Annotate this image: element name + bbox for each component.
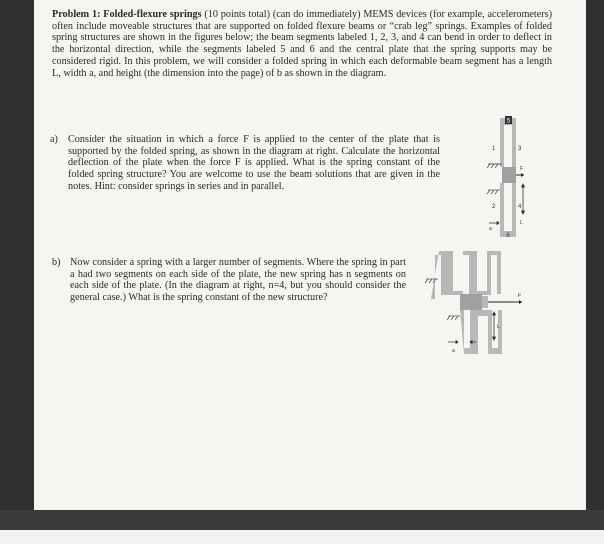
problem-intro: MEMS devices (for example, accelerometers) often include moveable structures that are supported on folded flexure beams or “crab leg” springs. Examples of folded spring structures are shown in the figures below; the beam segments labeled 1, 2, 3, and 4 can bend in order to deflect in the horizontal direction, while the segments labeled 5 and 6 and the central plate that the spring supports may be considered rigid. In this problem, we will consider a folded spring in which each deformable beam segment has a length L, width a, and height (the dimension into the page) of b as shown in the diagram. xyxy=(52,9,553,79)
problem-points: (10 points total) (can do immediately) xyxy=(204,9,361,20)
segment-5-label: 5 xyxy=(506,118,511,125)
document-page xyxy=(34,0,586,510)
width-label-b: a xyxy=(452,348,455,354)
part-a-text: Consider the situation in which a force F is applied to the center of the plate that is supported by the folded spring, as shown in the diagram at right. Calculate the horizontal deflection of the plate when the force F is applied. What is the spring constant of the folded spring structure? You are welcome to use the beam solutions that are given in the notes. Hint: consider springs in series and in parallel. xyxy=(68,134,440,192)
hatch-icon xyxy=(487,164,498,168)
width-arrow xyxy=(489,222,499,225)
folded-spring-diagram-b xyxy=(414,246,526,358)
arrowhead-icon xyxy=(521,173,524,177)
part-a xyxy=(50,134,440,193)
part-a-label: a) xyxy=(50,134,58,145)
segment-4-label: 4 xyxy=(518,204,522,210)
segment-4 xyxy=(512,183,516,231)
background-strip xyxy=(0,510,604,530)
length-arrow-b xyxy=(493,312,496,340)
problem-statement xyxy=(52,9,552,79)
segment-6-label: 6 xyxy=(506,233,510,239)
anchor-bottom-b xyxy=(447,316,460,320)
segment-1-label: 1 xyxy=(492,146,496,152)
segment-1 xyxy=(500,125,504,167)
segment-3-label: 3 xyxy=(518,146,522,152)
lower-serpentine xyxy=(460,310,502,354)
central-plate-b xyxy=(460,294,482,310)
force-label-a: F xyxy=(520,166,524,172)
length-label-a: L xyxy=(520,220,523,226)
part-b-text: Now consider a spring with a larger number of segments. Where the spring in part a had two segments on each side of the plate, the new spring has n segments on each side of the plate. (In the diagram at right, n=4, but you should consider the general case.) What is the spring constant of the new structure? xyxy=(70,257,406,304)
width-label-a: a xyxy=(489,226,492,232)
segment-3 xyxy=(512,125,516,167)
anchor-top-b xyxy=(425,279,438,283)
force-label-b: F xyxy=(518,293,522,299)
part-b xyxy=(52,257,406,304)
central-plate xyxy=(502,167,516,183)
problem-title: Problem 1: Folded-flexure springs xyxy=(52,9,202,20)
width-arrow-b xyxy=(448,341,476,344)
length-arrow xyxy=(522,184,525,214)
length-label-b: L xyxy=(497,324,500,330)
arrowhead-icon xyxy=(519,300,522,304)
segment-2-label: 2 xyxy=(492,204,496,210)
folded-spring-diagram-a xyxy=(444,112,526,240)
segment-2 xyxy=(500,183,504,231)
bottom-margin xyxy=(0,530,604,544)
anchor-bottom xyxy=(487,190,502,194)
plate-tab xyxy=(482,296,488,308)
upper-serpentine xyxy=(431,251,501,299)
part-b-label: b) xyxy=(52,257,61,268)
